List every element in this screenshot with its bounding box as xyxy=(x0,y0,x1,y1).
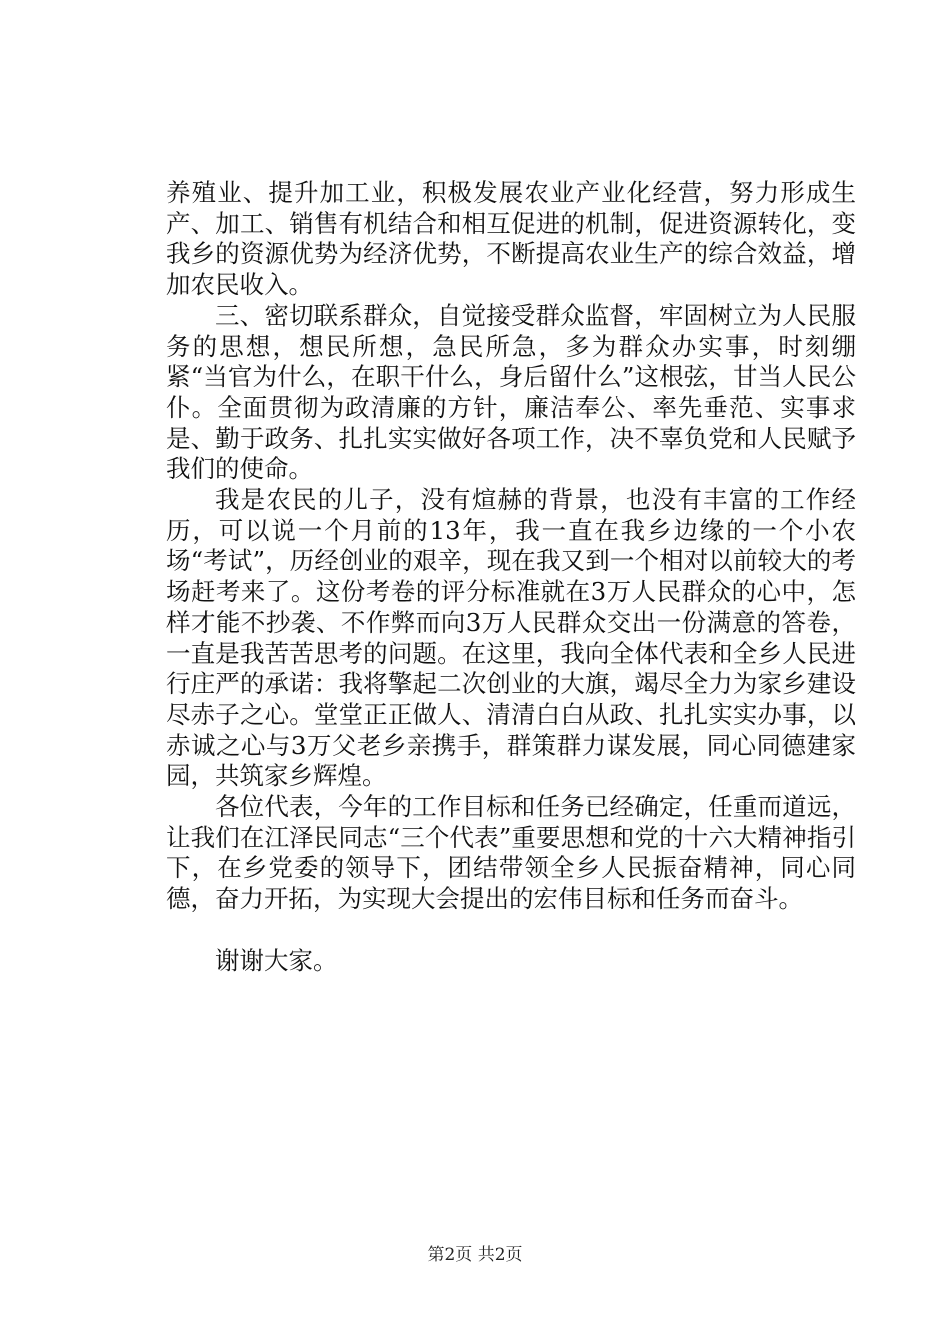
document-body xyxy=(166,178,856,977)
paragraph-point-three: 三、密切联系群众，自觉接受群众监督，牢固树立为人民服务的思想，想民所想，急民所急，多为群众办实事，时刻绷紧“当官为什么，在职干什么，身后留什么”这根弦，甘当人民公仆。全面贯彻为政清廉的方针，廉洁奉公、率先垂范、实事求是、勤于政务、扎扎实实做好各项工作，决不辜负党和人民赋予我们的使命。 xyxy=(166,300,856,484)
paragraph-call-to-action: 各位代表，今年的工作目标和任务已经确定，任重而道远，让我们在江泽民同志“三个代表”重要思想和党的十六大精神指引下，在乡党委的领导下，团结带领全乡人民振奋精神，同心同德，奋力开拓，为实现大会提出的宏伟目标和任务而奋斗。 xyxy=(166,792,856,914)
paragraph-continuation: 养殖业、提升加工业，积极发展农业产业化经营，努力形成生产、加工、销售有机结合和相互促进的机制，促进资源转化，变我乡的资源优势为经济优势，不断提高农业生产的综合效益，增加农民收入。 xyxy=(166,178,856,300)
page-number-footer: 第2页 共2页 xyxy=(427,1245,523,1265)
closing-thanks: 谢谢大家。 xyxy=(215,945,338,975)
paragraph-personal-pledge: 我是农民的儿子，没有煊赫的背景，也没有丰富的工作经历，可以说一个月前的13年，我一直在我乡边缘的一个小农场“考试”，历经创业的艰辛，现在我又到一个相对以前较大的考场赶考来了。这份考卷的评分标准就在3万人民群众的心中，怎样才能不抄袭、不作弊而向3万人民群众交出一份满意的答卷，一直是我苦苦思考的问题。在这里，我向全体代表和全乡人民进行庄严的承诺：我将擎起二次创业的大旗，竭尽全力为家乡建设尽赤子之心。堂堂正正做人、清清白白从政、扎扎实实办事，以赤诚之心与3万父老乡亲携手，群策群力谋发展，同心同德建家园，共筑家乡辉煌。 xyxy=(166,485,856,791)
